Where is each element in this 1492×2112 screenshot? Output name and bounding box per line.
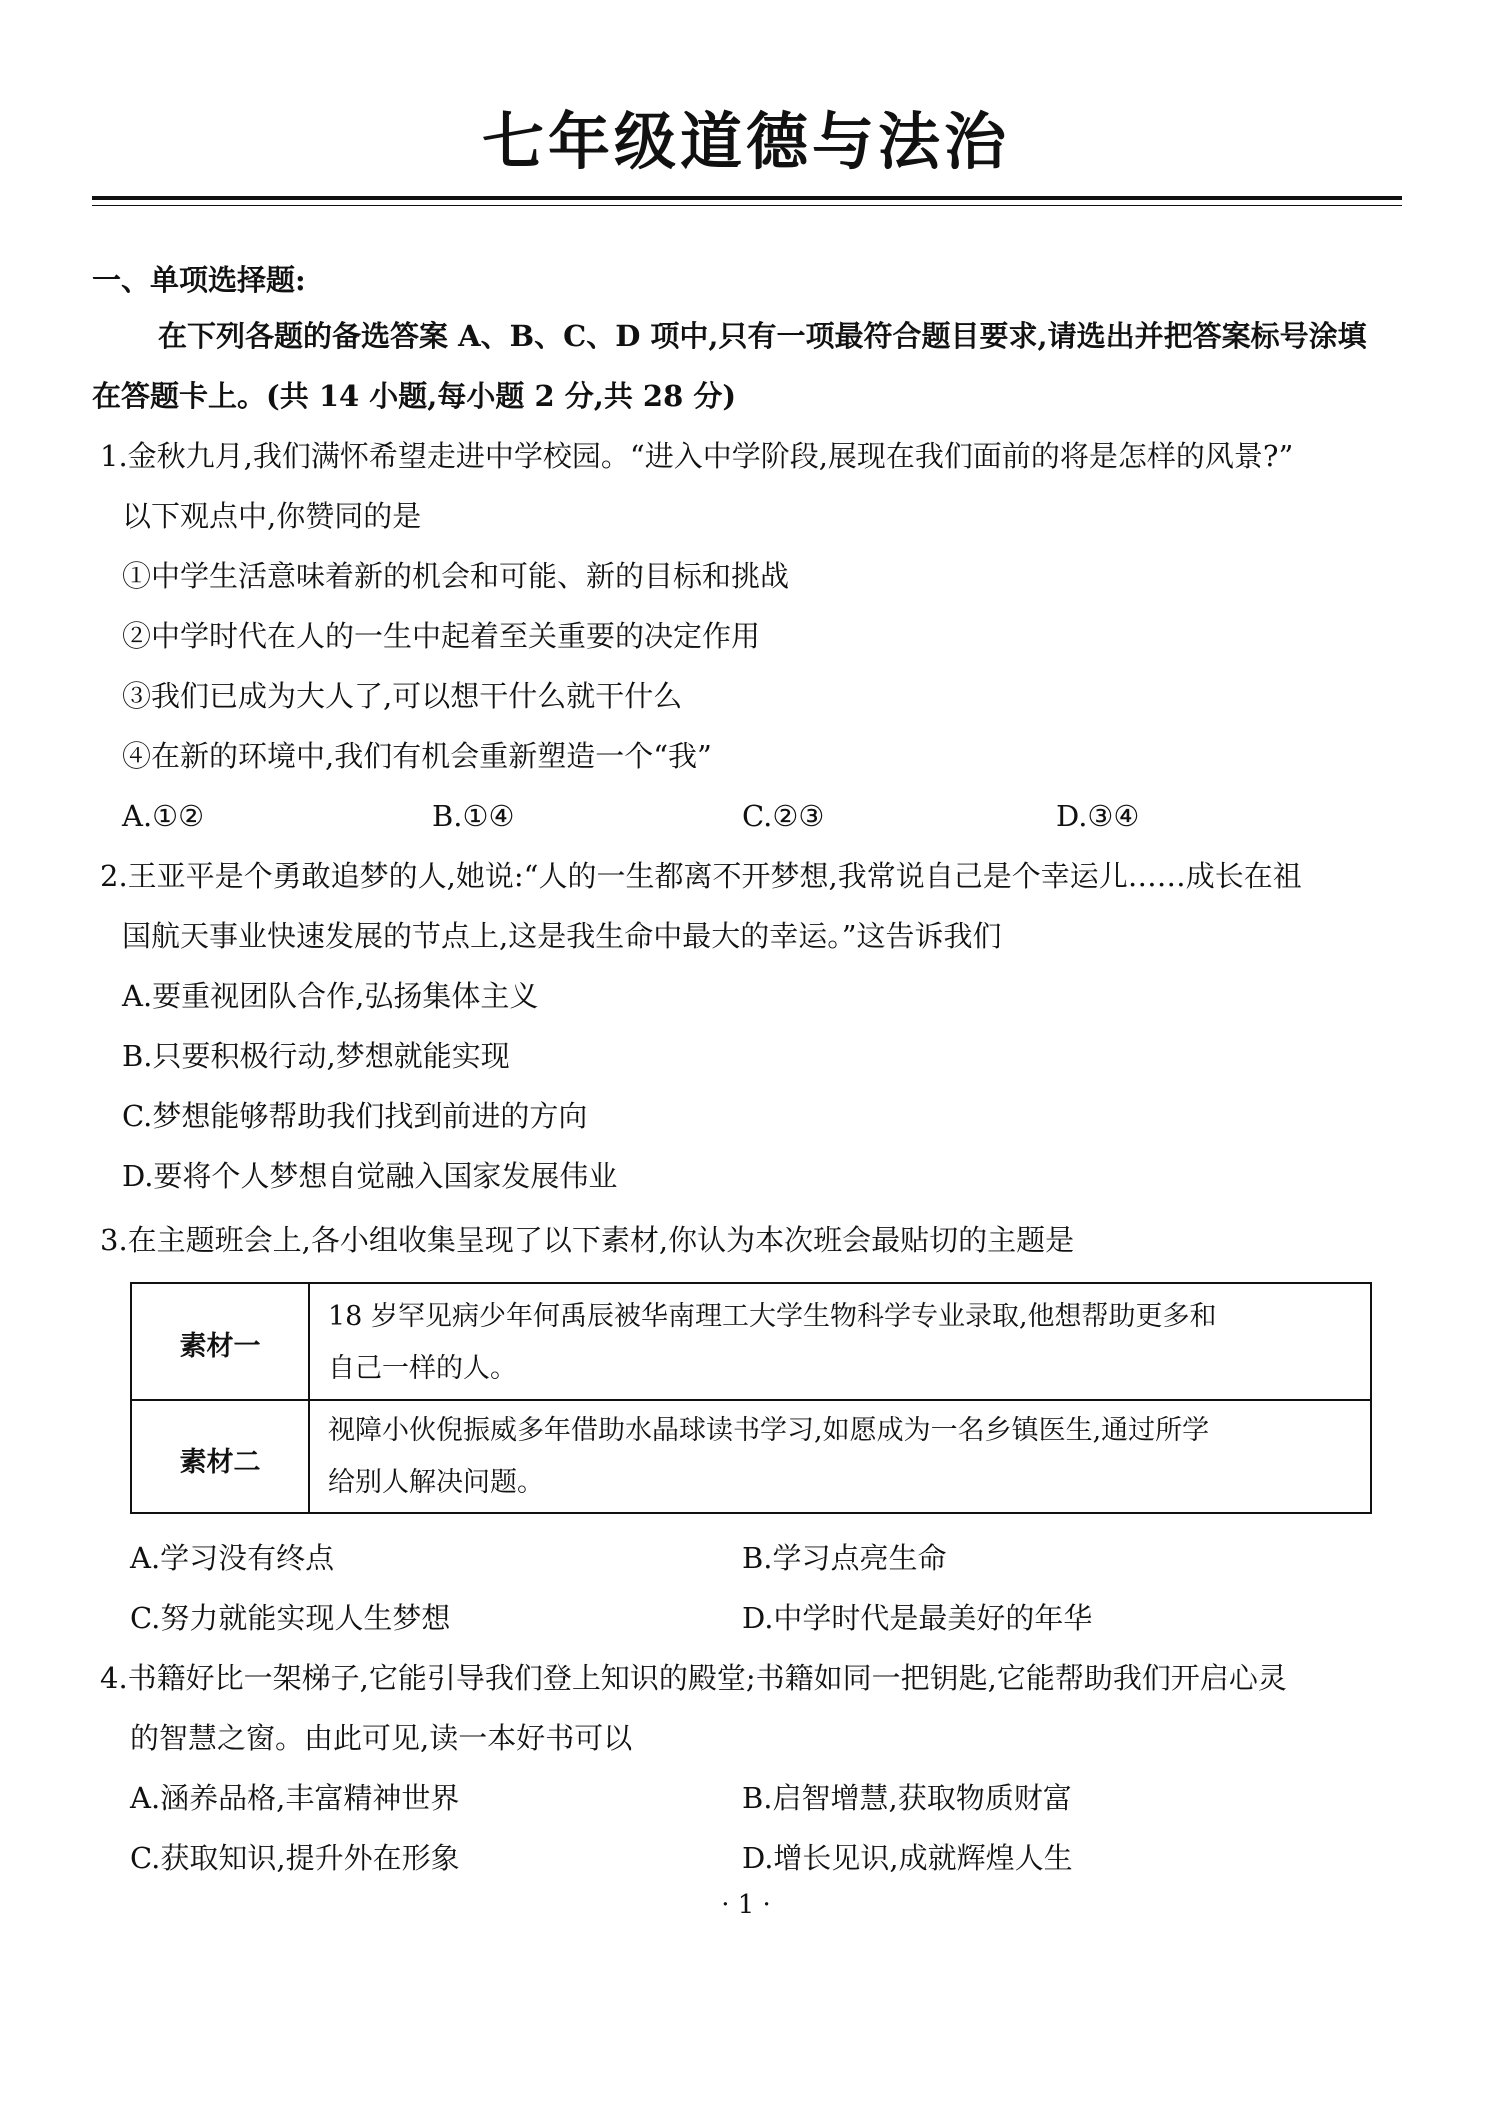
answer-option: C.②③ — [742, 799, 825, 833]
answer-option: A.要重视团队合作,弘扬集体主义 — [122, 979, 539, 1013]
answer-option: D.中学时代是最美好的年华 — [742, 1601, 1093, 1635]
material-text: 自己一样的人。 — [328, 1353, 517, 1384]
title-rule-thick — [92, 196, 1402, 200]
instructions-line: 在下列各题的备选答案 A、B、C、D 项中,只有一项最符合题目要求,请选出并把答案标号涂填 — [158, 319, 1367, 353]
answer-option: D.增长见识,成就辉煌人生 — [742, 1841, 1073, 1875]
material-label: 素材一 — [179, 1331, 261, 1362]
material-label: 素材二 — [179, 1447, 261, 1478]
answer-option: A.涵养品格,丰富精神世界 — [130, 1781, 460, 1815]
question-stem: 国航天事业快速发展的节点上,这是我生命中最大的幸运。”这告诉我们 — [122, 919, 1002, 953]
page-title: 七年级道德与法治 — [481, 105, 1010, 178]
material-text: 给别人解决问题。 — [328, 1467, 544, 1498]
table-divider — [308, 1284, 310, 1512]
title-rule-thin — [92, 205, 1402, 206]
material-table — [130, 1282, 1372, 1514]
answer-option: B.①④ — [432, 799, 515, 833]
question-stem: 1.金秋九月,我们满怀希望走进中学校园。“进入中学阶段,展现在我们面前的将是怎样的风景?” — [100, 439, 1294, 473]
instructions-line: 在答题卡上。(共 14 小题,每小题 2 分,共 28 分) — [92, 379, 737, 413]
statement-item: ①中学生活意味着新的机会和可能、新的目标和挑战 — [122, 559, 790, 593]
question-stem: 3.在主题班会上,各小组收集呈现了以下素材,你认为本次班会最贴切的主题是 — [100, 1223, 1075, 1257]
question-stem: 的智慧之窗。由此可见,读一本好书可以 — [130, 1721, 633, 1755]
statement-item: ②中学时代在人的一生中起着至关重要的决定作用 — [122, 619, 761, 653]
answer-option: D.③④ — [1056, 799, 1140, 833]
statement-item: ③我们已成为大人了,可以想干什么就干什么 — [122, 679, 683, 713]
answer-option: A.学习没有终点 — [130, 1541, 335, 1575]
answer-option: D.要将个人梦想自觉融入国家发展伟业 — [122, 1159, 618, 1193]
table-divider — [132, 1399, 1370, 1401]
question-stem: 4.书籍好比一架梯子,它能引导我们登上知识的殿堂;书籍如同一把钥匙,它能帮助我们开启心灵 — [100, 1661, 1287, 1695]
question-stem: 2.王亚平是个勇敢追梦的人,她说:“人的一生都离不开梦想,我常说自己是个幸运儿……成长在祖 — [100, 859, 1302, 893]
answer-option: B.学习点亮生命 — [742, 1541, 947, 1575]
answer-option: C.梦想能够帮助我们找到前进的方向 — [122, 1099, 588, 1133]
question-stem: 以下观点中,你赞同的是 — [122, 499, 422, 533]
page-number: · 1 · — [721, 1890, 771, 1920]
statement-item: ④在新的环境中,我们有机会重新塑造一个“我” — [122, 739, 712, 773]
answer-option: B.启智增慧,获取物质财富 — [742, 1781, 1072, 1815]
material-text: 视障小伙倪振威多年借助水晶球读书学习,如愿成为一名乡镇医生,通过所学 — [328, 1415, 1210, 1446]
material-text: 18 岁罕见病少年何禹辰被华南理工大学生物科学专业录取,他想帮助更多和 — [328, 1301, 1217, 1332]
answer-option: C.努力就能实现人生梦想 — [130, 1601, 451, 1635]
section-heading: 一、单项选择题: — [92, 263, 306, 297]
answer-option: B.只要积极行动,梦想就能实现 — [122, 1039, 510, 1073]
answer-option: A.①② — [122, 799, 205, 833]
answer-option: C.获取知识,提升外在形象 — [130, 1841, 460, 1875]
